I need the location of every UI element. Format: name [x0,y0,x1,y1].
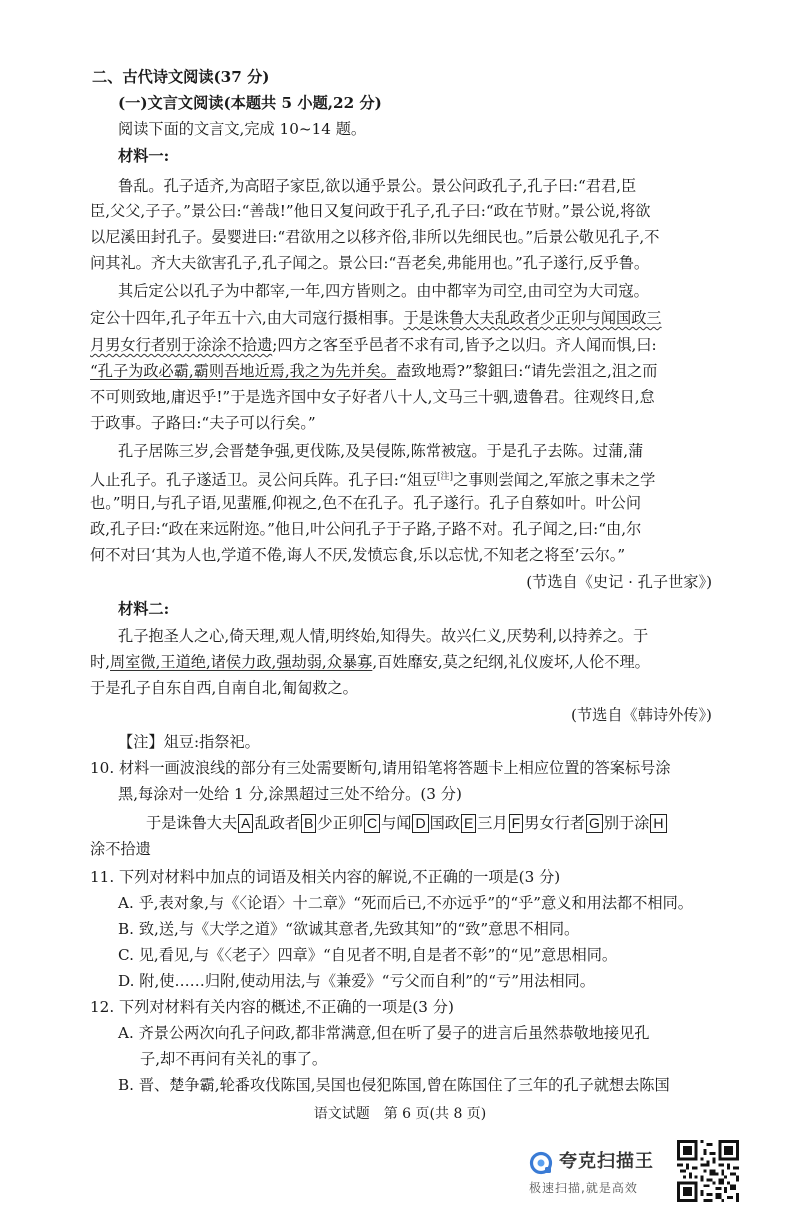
segment-text: 别于涂 [603,814,650,832]
answer-box-g[interactable]: G [586,814,603,833]
wavy-underline-passage: 月男女行者别于涂涂不拾遗 [90,336,273,354]
material2-source: (节选自《韩诗外传》) [571,706,712,724]
m1-p2-line: 于政事。子路曰:“夫子可以行矣。” [90,414,316,432]
m1-p3-line: 政,孔子曰:“政在来远附迩。”他日,叶公问孔子于子路,子路不对。孔子闻之,曰:“由,尔 [90,520,642,538]
material2-label: 材料二: [118,600,170,618]
m2-line: 于是孔子自东自西,自南自北,匍匐救之。 [90,679,358,697]
segment-text: 少正卯 [317,814,363,832]
m1-p2-line [90,360,657,382]
material1-source: (节选自《史记 · 孔子世家》) [526,573,712,591]
subsection-title: (一)文言文阅读(本题共 5 小题,22 分) [118,94,382,112]
m2-text: 时, [90,653,111,671]
m1-p2-line [90,307,662,329]
segment-text: 于是诛鲁大夫 [146,814,238,832]
segment-text: 乱政者 [254,814,301,832]
question-11-stem: 11. 下列对材料中加点的词语及相关内容的解说,不正确的一项是(3 分) [90,868,561,886]
m1-p1-line: 问其礼。齐大夫欲害孔子,孔子闻之。景公曰:“吾老矣,弗能用也。”孔子遂行,反乎鲁。 [90,254,650,272]
answer-box-a[interactable]: A [238,814,253,833]
scanner-slogan: 极速扫描,就是高效 [529,1181,638,1195]
scanner-app-name: 夸克扫描王 [559,1151,654,1172]
segment-text: 男女行者 [524,814,585,832]
m1-p3-text: 人止孔子。孔子遂适卫。灵公问兵阵。孔子曰:“俎豆 [90,471,438,490]
m1-p3-line: 也。”明日,与孔子语,见蜚雁,仰视之,色不在孔子。孔子遂行。孔子自蔡如叶。叶公问 [90,494,642,512]
question-11-option-a: A. 乎,表对象,与《〈论语〉十二章》“死而后已,不亦远乎”的“乎”意义和用法都不相同。 [118,894,693,912]
answer-box-h[interactable]: H [650,814,666,833]
qr-code-icon [677,1140,739,1202]
question-12-stem: 12. 下列对材料有关内容的概述,不正确的一项是(3 分) [90,998,454,1016]
answer-box-c[interactable]: C [364,814,380,833]
scanner-watermark [527,1141,667,1201]
quark-logo-icon [529,1151,553,1175]
m1-p3-line: 孔子居陈三岁,会晋楚争强,更伐陈,及吴侵陈,陈常被寇。于是孔子去陈。过蒲,蒲 [118,442,644,460]
m1-p3-line [90,466,655,491]
m1-p3-line: 何不对曰‘其为人也,学道不倦,诲人不厌,发愤忘食,乐以忘忧,不知老之将至’云尔。” [90,546,626,564]
note-marker: [注] [437,472,454,482]
question-10-stem: 黑,每涂对一处给 1 分,涂黑超过三处不给分。(3 分) [118,785,462,803]
question-10-tail: 涂不拾遗 [90,840,151,858]
m1-p1-line: 鲁乱。孔子适齐,为高昭子家臣,欲以通乎景公。景公问政孔子,孔子曰:“君君,臣 [118,177,637,195]
question-12-option-b: B. 晋、楚争霸,轮番攻伐陈国,吴国也侵犯陈国,曾在陈国住了三年的孔子就想去陈国 [118,1076,670,1094]
answer-box-f[interactable]: F [509,814,524,833]
m1-p2-line [90,334,657,356]
annotation-note: 【注】俎豆:指祭祀。 [118,733,260,751]
question-12-option-a: A. 齐景公两次向孔子问政,都非常满意,但在听了晏子的进言后虽然恭敬地接见孔 [118,1024,650,1042]
m1-p2-line: 其后定公以孔子为中都宰,一年,四方皆则之。由中都宰为司空,由司空为大司寇。 [118,282,649,300]
material1-label: 材料一: [118,147,170,165]
question-12-option-a-cont: 子,却不再问有关礼的事了。 [140,1050,328,1068]
segment-text: 与闻 [381,814,412,832]
question-11-option-d: D. 附,使……归附,使动用法,与《兼爱》“亏父而自利”的“亏”用法相同。 [118,972,595,990]
m1-p2-text: ;四方之客至乎邑者不求有司,皆予之以归。齐人闻而惧,曰: [272,336,657,354]
instruction: 阅读下面的文言文,完成 10~14 题。 [118,120,367,138]
question-10-stem: 10. 材料一画波浪线的部分有三处需要断句,请用铅笔将答题卡上相应位置的答案标号涂 [90,759,671,777]
answer-box-d[interactable]: D [412,814,428,833]
underlined-passage: 周室微,王道绝,诸侯力政,强劫弱,众暴寡 [110,653,373,671]
segment-text: 三月 [477,814,508,832]
page-footer: 语文试题 第 6 页(共 8 页) [313,1106,487,1122]
wavy-underline-passage: 于是诛鲁大夫乱政者少正卯与闻国政三 [403,309,662,327]
question-11-option-c: C. 见,看见,与《〈老子〉四章》“自见者不明,自是者不彰”的“见”意思相同。 [118,946,618,964]
m1-p2-line: 不可则致地,庸迟乎!”于是选齐国中女子好者八十人,文马三十驷,遗鲁君。往观终日,怠 [90,388,655,406]
answer-box-e[interactable]: E [461,814,476,833]
m1-p3-text: 之事则尝闻之,军旅之事未之学 [453,471,656,490]
segment-text: 国政 [429,814,460,832]
m2-line: 孔子抱圣人之心,倚天理,观人情,明终始,知得失。故兴仁义,厌势利,以持养之。于 [118,627,649,645]
underlined-passage: “孔子为政必霸,霸则吾地近焉,我之为先并矣。 [90,362,396,380]
m2-text: ,百姓靡安,莫之纪纲,礼仪废坏,人伦不理。 [372,653,650,671]
question-10-segments [146,812,668,834]
m2-line [90,651,650,673]
answer-box-b[interactable]: B [301,814,316,833]
m1-p2-text: 盍致地焉?”黎鉏曰:“请先尝沮之,沮之而 [395,362,658,380]
section-title: 二、古代诗文阅读(37 分) [92,68,270,86]
m1-p1-line: 以尼溪田封孔子。晏婴进曰:“君欲用之以移齐俗,非所以先细民也。”后景公敬见孔子,不 [90,228,660,246]
question-11-option-b: B. 致,送,与《大学之道》“欲诚其意者,先致其知”的“致”意思不相同。 [118,920,580,938]
m1-p1-line: 臣,父父,子子。”景公曰:“善哉!”他日又复问政于孔子,孔子曰:“政在节财。”景公说,将欲 [90,202,651,220]
m1-p2-text: 定公十四年,孔子年五十六,由大司寇行摄相事。 [90,309,404,327]
